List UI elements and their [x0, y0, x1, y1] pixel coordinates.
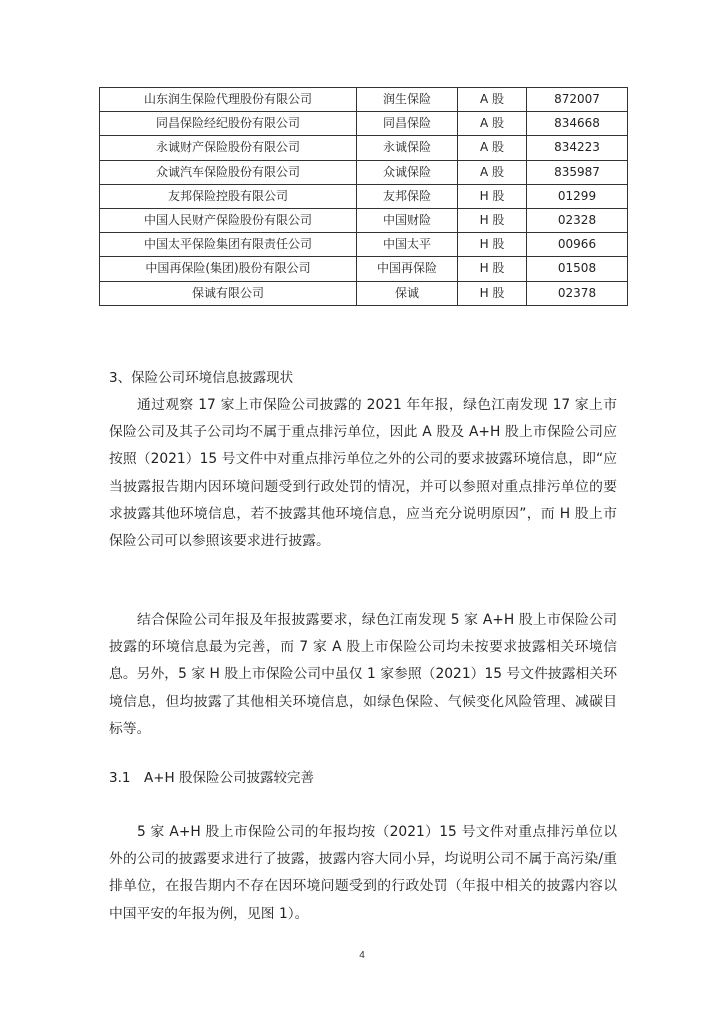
stock-code-cell: 01299: [527, 184, 628, 208]
company-name-cell: 友邦保险控股有限公司: [100, 184, 357, 208]
stock-code-cell: 00966: [527, 233, 628, 257]
listing-board-cell: H 股: [458, 208, 527, 232]
section-3-heading: 3、保险公司环境信息披露现状: [109, 370, 294, 386]
listing-board-cell: H 股: [458, 233, 527, 257]
table-row: [100, 136, 628, 160]
company-name-cell: 永诚财产保险股份有限公司: [100, 136, 357, 160]
listing-board-cell: A 股: [458, 136, 527, 160]
short-name-cell: 保诚: [357, 281, 458, 305]
short-name-cell: 同昌保险: [357, 112, 458, 136]
listing-board-cell: A 股: [458, 112, 527, 136]
table-row: [100, 112, 628, 136]
listing-board-cell: H 股: [458, 281, 527, 305]
company-name-cell: 中国再保险(集团)股份有限公司: [100, 257, 357, 281]
table-row: [100, 208, 628, 232]
section-3-1-paragraph-1: 5 家 A+H 股上市保险公司的年报均按（2021）15 号文件对重点排污单位以外的公司的披露要求进行了披露，披露内容大同小异，均说明公司不属于高污染/重排单位，在报告期内不存在因环境问题受到的行政处罚（年报中相关的披露内容以中国平安的年报为例，见图 1）。: [109, 823, 617, 922]
table-row: [100, 257, 628, 281]
short-name-cell: 润生保险: [357, 88, 458, 112]
short-name-cell: 中国再保险: [357, 257, 458, 281]
table-row: [100, 160, 628, 184]
company-name-cell: 同昌保险经纪股份有限公司: [100, 112, 357, 136]
stock-code-cell: 835987: [527, 160, 628, 184]
short-name-cell: 友邦保险: [357, 184, 458, 208]
section-3-paragraph-2: 结合保险公司年报及年报披露要求，绿色江南发现 5 家 A+H 股上市保险公司披露的环境信息最为完善，而 7 家 A 股上市保险公司均未按要求披露相关环境信息。另外，5 家 H 股上市保险公司中虽仅 1 家参照（2021）15 号文件披露相关环境信息，但均披露了其他相关环境信息，如绿色保险、气候变化风险管理、减碳目标等。: [109, 611, 617, 737]
stock-code-cell: 02328: [527, 208, 628, 232]
listed-insurers-table: [99, 87, 628, 306]
section-3-1-heading: 3.1 A+H 股保险公司披露较完善: [109, 770, 314, 786]
table-row: [100, 88, 628, 112]
stock-code-cell: 872007: [527, 88, 628, 112]
company-name-cell: 中国太平保险集团有限责任公司: [100, 233, 357, 257]
stock-code-cell: 01508: [527, 257, 628, 281]
listing-board-cell: H 股: [458, 257, 527, 281]
company-name-cell: 保诚有限公司: [100, 281, 357, 305]
listing-board-cell: A 股: [458, 88, 527, 112]
short-name-cell: 众诚保险: [357, 160, 458, 184]
short-name-cell: 中国财险: [357, 208, 458, 232]
page-number: 4: [359, 950, 365, 961]
short-name-cell: 中国太平: [357, 233, 458, 257]
stock-code-cell: 834223: [527, 136, 628, 160]
company-name-cell: 山东润生保险代理股份有限公司: [100, 88, 357, 112]
short-name-cell: 永诚保险: [357, 136, 458, 160]
stock-code-cell: 02378: [527, 281, 628, 305]
table-row: [100, 233, 628, 257]
table-row: [100, 281, 628, 305]
listing-board-cell: A 股: [458, 160, 527, 184]
listing-board-cell: H 股: [458, 184, 527, 208]
company-name-cell: 中国人民财产保险股份有限公司: [100, 208, 357, 232]
company-name-cell: 众诚汽车保险股份有限公司: [100, 160, 357, 184]
stock-code-cell: 834668: [527, 112, 628, 136]
section-3-paragraph-1: 通过观察 17 家上市保险公司披露的 2021 年年报，绿色江南发现 17 家上市保险公司及其子公司均不属于重点排污单位，因此 A 股及 A+H 股上市保险公司应按照（2021）15 号文件中对重点排污单位之外的公司的要求披露环境信息，即“应当披露报告期内因环境问题受到行政处罚的情况，并可以参照对重点排污单位的要求披露其他环境信息，若不披露其他环境信息，应当充分说明原因”，而 H 股上市保险公司可以参照该要求进行披露。: [109, 396, 617, 550]
table-row: [100, 184, 628, 208]
